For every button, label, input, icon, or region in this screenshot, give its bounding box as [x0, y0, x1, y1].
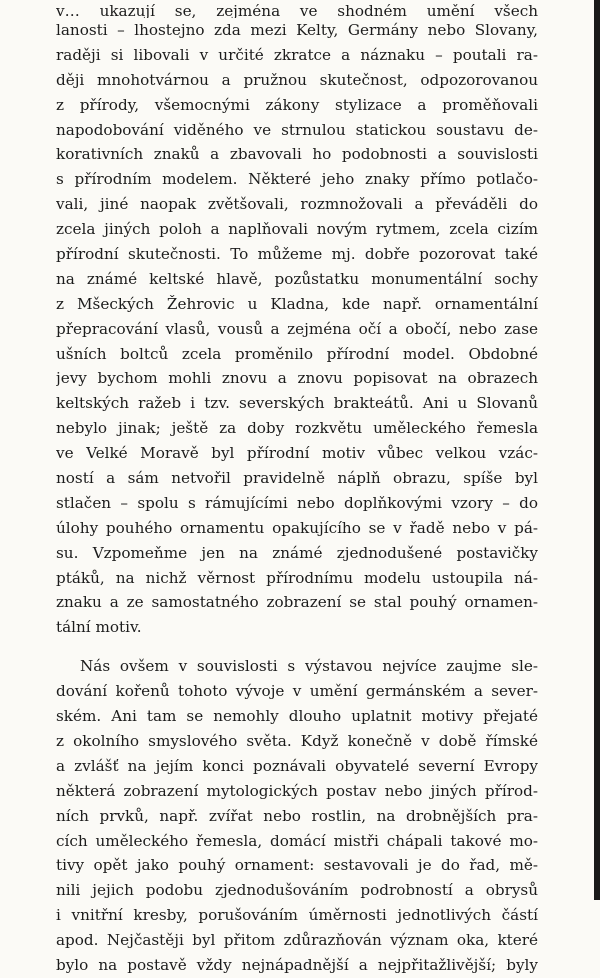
page-text: [56, 4, 538, 978]
text-line: z Mšeckých Žehrovic u Kladna, kde např. ornamentální: [56, 294, 538, 313]
text-line: ptáků, na nichž věrnost přírodnímu modelu ustoupila ná-: [56, 568, 538, 587]
text-line: některá zobrazení mytologických postav nebo jiných přírod-: [56, 781, 538, 800]
text-line: dování kořenů tohoto vývoje v umění germánském a sever-: [56, 682, 538, 701]
text-line: z přírody, všemocnými zákony stylizace a proměňovali: [56, 95, 538, 114]
text-line: bylo na postavě vždy nejnápadnější a nejpřitažlivější; byly: [56, 955, 538, 974]
paragraph-2: [56, 654, 538, 978]
text-line: jevy bychom mohli znovu a znovu popisovat na obrazech: [56, 369, 538, 388]
text-line: i vnitřní kresby, porušováním úměrnosti jednotlivých částí: [56, 906, 538, 925]
text-line: s přírodním modelem. Některé jeho znaky přímo potlačo-: [56, 170, 538, 189]
text-line: zcela jiných poloh a naplňovali novým rytmem, zcela cizím: [56, 220, 538, 239]
text-line: tivy opět jako pouhý ornament: sestavovali je do řad, mě-: [56, 856, 538, 875]
text-line: znaku a ze samostatného zobrazení se stal pouhý ornamen-: [56, 593, 538, 612]
text-line: přírodní skutečnosti. To můžeme mj. dobře pozorovat také: [56, 245, 538, 264]
text-line: korativních znaků a zbavovali ho podobnosti a souvislosti: [56, 145, 538, 164]
scan-edge-shadow: [594, 0, 600, 900]
text-line: apod. Nejčastěji byl přitom zdůrazňován význam oka, které: [56, 931, 538, 950]
text-line: ností a sám netvořil pravidelně náplň obrazu, spíše byl: [56, 469, 538, 488]
text-line: nebylo jinak; ještě za doby rozkvětu uměleckého řemesla: [56, 419, 538, 438]
text-line: napodobování viděného ve strnulou statickou soustavu de-: [56, 120, 538, 139]
text-line: cích uměleckého řemesla, domácí mistři chápali takové mo-: [56, 831, 538, 850]
text-line: lanosti – lhostejno zda mezi Kelty, Germány nebo Slovany,: [56, 21, 538, 39]
text-line: a zvlášť na jejím konci poznávali obyvatelé severní Evropy: [56, 756, 538, 775]
text-line: keltských ražeb i tzv. severských brakteátů. Ani u Slovanů: [56, 394, 538, 413]
text-line: z okolního smyslového světa. Když konečně v době římské: [56, 731, 538, 750]
text-line: raději si libovali v určité zkratce a náznaku – poutali ra-: [56, 45, 538, 64]
text-line: vali, jiné naopak zvětšovali, rozmnožovali a převáděli do: [56, 195, 538, 214]
text-line: ních prvků, např. zvířat nebo rostlin, na drobnějších pra-: [56, 806, 538, 825]
text-line: na známé keltské hlavě, pozůstatku monumentální sochy: [56, 269, 538, 288]
cut-off-top-line: v… ukazují se, zejména ve shodném umění všech: [56, 4, 538, 18]
text-line: Nás ovšem v souvislosti s výstavou nejvíce zaujme sle-: [80, 657, 538, 676]
text-line: ději mnohotvárnou a pružnou skutečnost, odpozorovanou: [56, 70, 538, 89]
text-line: úlohy pouhého ornamentu opakujícího se v řadě nebo v pá-: [56, 518, 538, 537]
text-line: tální motiv.: [56, 618, 142, 637]
text-line: stlačen – spolu s rámujícími nebo doplňkovými vzory – do: [56, 493, 538, 512]
text-line: ušních boltců zcela proměnilo přírodní model. Obdobné: [56, 344, 538, 363]
paragraph-gap: [56, 640, 538, 654]
text-line: su. Vzpomeňme jen na známé zjednodušené postavičky: [56, 543, 538, 562]
text-line: ském. Ani tam se nemohly dlouho uplatnit motivy přejaté: [56, 707, 538, 726]
text-line: ve Velké Moravě byl přírodní motiv vůbec velkou vzác-: [56, 444, 538, 463]
text-line: nili jejich podobu zjednodušováním podrobností a obrysů: [56, 881, 538, 900]
paragraph-1: [56, 18, 538, 640]
text-line: přepracování vlasů, vousů a zejména očí a obočí, nebo zase: [56, 319, 538, 338]
